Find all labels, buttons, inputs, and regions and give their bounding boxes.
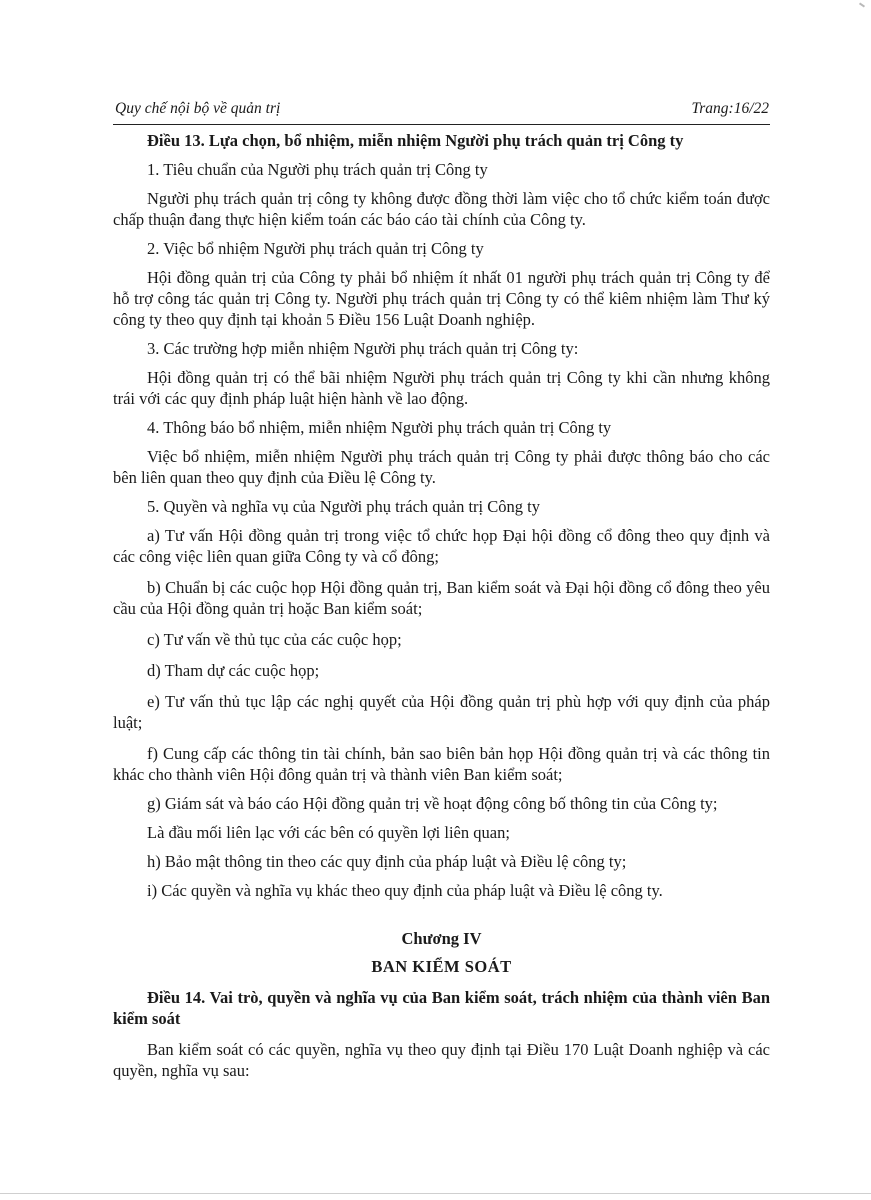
article-13-paragraph: b) Chuẩn bị các cuộc họp Hội đồng quản trị, Ban kiểm soát và Đại hội đồng cổ đông theo yêu cầu của Hội đồng quản trị hoặc Ban kiểm soát; (113, 578, 770, 618)
article-13-paragraph: Việc bổ nhiệm, miễn nhiệm Người phụ trách quản trị Công ty phải được thông báo cho các bên liên quan theo quy định của Điều lệ Công ty. (113, 447, 770, 487)
scan-artifact (859, 2, 865, 7)
document-body (113, 130, 770, 1089)
chapter-number: Chương IV (401, 929, 482, 948)
article-13-paragraph: c) Tư vấn về thủ tục của các cuộc họp; (147, 630, 402, 649)
article-13-paragraph: 5. Quyền và nghĩa vụ của Người phụ trách quản trị Công ty (147, 497, 540, 516)
article-13-paragraph: Hội đồng quản trị của Công ty phải bổ nhiệm ít nhất 01 người phụ trách quản trị Công ty để hỗ trợ công tác quản trị Công ty. Người phụ trách quản trị Công ty có thể kiêm nhiệm làm Thư ký công ty theo quy định tại khoản 5 Điều 156 Luật Doanh nghiệp. (113, 268, 770, 329)
header-page-number: Trang:16/22 (691, 100, 769, 117)
page-header (115, 100, 769, 118)
article-13-paragraph: 4. Thông báo bổ nhiệm, miễn nhiệm Người phụ trách quản trị Công ty (147, 418, 612, 437)
article-13-paragraph: d) Tham dự các cuộc họp; (147, 661, 320, 680)
chapter-title: BAN KIỂM SOÁT (371, 957, 512, 976)
article-13-paragraph: Hội đồng quản trị có thể bãi nhiệm Người phụ trách quản trị Công ty khi cần nhưng không trái với các quy định pháp luật hiện hành về lao động. (113, 368, 770, 408)
header-divider (113, 124, 770, 125)
article-13-paragraph: h) Bảo mật thông tin theo các quy định của pháp luật và Điều lệ công ty; (147, 852, 627, 871)
article-13-paragraph: g) Giám sát và báo cáo Hội đồng quản trị về hoạt động công bố thông tin của Công ty; (147, 794, 718, 813)
article-13-title: Điều 13. Lựa chọn, bổ nhiệm, miễn nhiệm Người phụ trách quản trị Công ty (147, 131, 684, 150)
article-13-paragraph: 3. Các trường hợp miễn nhiệm Người phụ trách quản trị Công ty: (147, 339, 579, 358)
article-13-paragraph: 1. Tiêu chuẩn của Người phụ trách quản trị Công ty (147, 160, 488, 179)
article-13-paragraph: 2. Việc bổ nhiệm Người phụ trách quản trị Công ty (147, 239, 484, 258)
article-13-paragraph: e) Tư vấn thủ tục lập các nghị quyết của Hội đồng quản trị phù hợp với quy định của pháp luật; (113, 692, 770, 732)
article-13-paragraph: Người phụ trách quản trị công ty không được đồng thời làm việc cho tổ chức kiểm toán được chấp thuận đang thực hiện kiểm toán các báo cáo tài chính của Công ty. (113, 189, 770, 229)
article-13-paragraph: i) Các quyền và nghĩa vụ khác theo quy định của pháp luật và Điều lệ công ty. (147, 881, 663, 900)
article-13-paragraph: Là đầu mối liên lạc với các bên có quyền lợi liên quan; (147, 823, 510, 842)
scan-bottom-edge (0, 1193, 871, 1194)
header-document-title: Quy chế nội bộ về quản trị (115, 100, 281, 117)
article-13-paragraph: f) Cung cấp các thông tin tài chính, bản sao biên bản họp Hội đồng quản trị và các thông tin khác cho thành viên Hội đông quản trị và thành viên Ban kiểm soát; (113, 744, 770, 784)
article-13-paragraph: a) Tư vấn Hội đồng quản trị trong việc tổ chức họp Đại hội đồng cổ đông theo quy định và các công việc liên quan giữa Công ty và cổ đông; (113, 526, 770, 566)
article-14-paragraph: Ban kiểm soát có các quyền, nghĩa vụ theo quy định tại Điều 170 Luật Doanh nghiệp và các quyền, nghĩa vụ sau: (113, 1040, 770, 1080)
article-14-title: Điều 14. Vai trò, quyền và nghĩa vụ của Ban kiểm soát, trách nhiệm của thành viên Ban kiểm soát (113, 988, 770, 1028)
